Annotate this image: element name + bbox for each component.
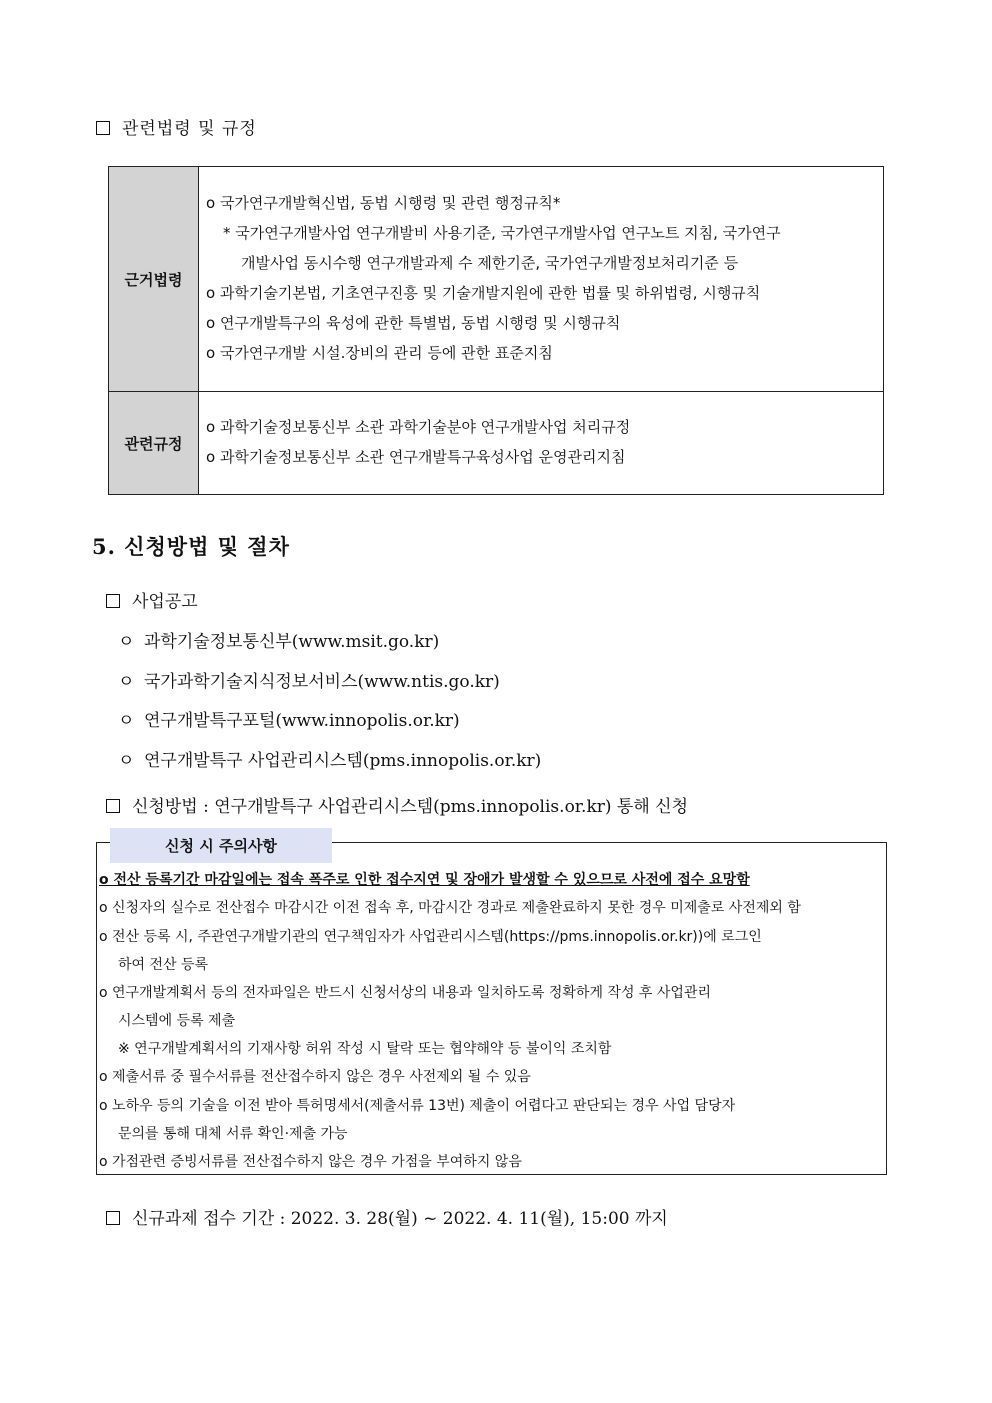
law-line: o 국가연구개발 시설.장비의 관리 등에 관한 표준지침 [206,344,553,362]
notice-line-continued: 문의를 통해 대체 서류 확인·제출 가능 [118,1126,348,1142]
law-line: o 국가연구개발혁신법, 동법 시행령 및 관련 행정규칙* [206,194,561,212]
bullet-icon: ㅇ [118,711,135,731]
law-row-basis [109,167,883,392]
related-laws-heading: 관련법령 및 규정 [96,114,257,139]
law-footnote-continued: 개발사업 동시수행 연구개발과제 수 제한기준, 국가연구개발정보처리기준 등 [241,254,739,272]
notice-line: o 신청자의 실수로 전산접수 마감시간 이전 접속 후, 마감시간 경과로 제출완료하지 못한 경우 미제출로 사전제외 함 [99,900,801,916]
announcement-item: ㅇ 연구개발특구포털(www.innopolis.or.kr) [118,706,460,731]
bullet-icon: ㅇ [118,751,135,771]
checkbox-square-icon [106,594,120,608]
submission-period-line: 신규과제 접수 기간 : 2022. 3. 28(월) ~ 2022. 4. 11(월), 15:00 까지 [106,1204,668,1229]
law-line: o 과학기술기본법, 기초연구진흥 및 기술개발지원에 관한 법률 및 하위법령, 시행규칙 [206,284,761,302]
notice-title: 신청 시 주의사항 [110,828,332,863]
announcement-item: ㅇ 연구개발특구 사업관리시스템(pms.innopolis.or.kr) [118,746,541,771]
law-line: o 연구개발특구의 육성에 관한 특별법, 동법 시행령 및 시행규칙 [206,314,621,332]
notice-line-continued: 하여 전산 등록 [118,957,209,973]
announcement-heading: 사업공고 [106,587,198,612]
notice-line: o 전산 등록 시, 주관연구개발기관의 연구책임자가 사업관리시스템(https://pms.innopolis.or.kr))에 로그인 [99,929,762,945]
notice-line-continued: 시스템에 등록 제출 [118,1013,236,1029]
law-table [108,166,884,495]
regulation-line: o 과학기술정보통신부 소관 연구개발특구육성사업 운영관리지침 [206,448,626,466]
notice-line: o 노하우 등의 기술을 이전 받아 특허명세서(제출서류 13번) 제출이 어렵다고 판단되는 경우 사업 담당자 [99,1098,736,1114]
bullet-icon: ㅇ [118,632,135,652]
regulation-line: o 과학기술정보통신부 소관 과학기술분야 연구개발사업 처리규정 [206,418,631,436]
bullet-icon: ㅇ [118,672,135,692]
checkbox-square-icon [106,1211,120,1225]
notice-line: o 가점관련 증빙서류를 전산접수하지 않은 경우 가점을 부여하지 않음 [99,1154,522,1170]
law-row-label: 근거법령 [109,167,199,391]
law-footnote: * 국가연구개발사업 연구개발비 사용기준, 국가연구개발사업 연구노트 지침, 국가연구 [223,224,781,242]
notice-line: o 제출서류 중 필수서류를 전산접수하지 않은 경우 사전제외 될 수 있음 [99,1069,531,1085]
law-row-label: 관련규정 [109,392,199,494]
notice-note: ※ 연구개발계획서의 기재사항 허위 작성 시 탈락 또는 협약해약 등 불이익 조치함 [118,1041,612,1057]
application-method-line: 신청방법 : 연구개발특구 사업관리시스템(pms.innopolis.or.kr) 통해 신청 [106,792,688,817]
section-title: 5. 신청방법 및 절차 [92,534,290,559]
announcement-item: ㅇ 과학기술정보통신부(www.msit.go.kr) [118,627,439,652]
notice-line-important: o 전산 등록기간 마감일에는 접속 폭주로 인한 접수지연 및 장애가 발생할 수 있으므로 사전에 접수 요망함 [99,872,750,888]
checkbox-square-icon [106,799,120,813]
law-row-regulations [109,392,883,494]
checkbox-square-icon [96,121,110,135]
announcement-item: ㅇ 국가과학기술지식정보서비스(www.ntis.go.kr) [118,667,500,692]
notice-line: o 연구개발계획서 등의 전자파일은 반드시 신청서상의 내용과 일치하도록 정확하게 작성 후 사업관리 [99,985,711,1001]
